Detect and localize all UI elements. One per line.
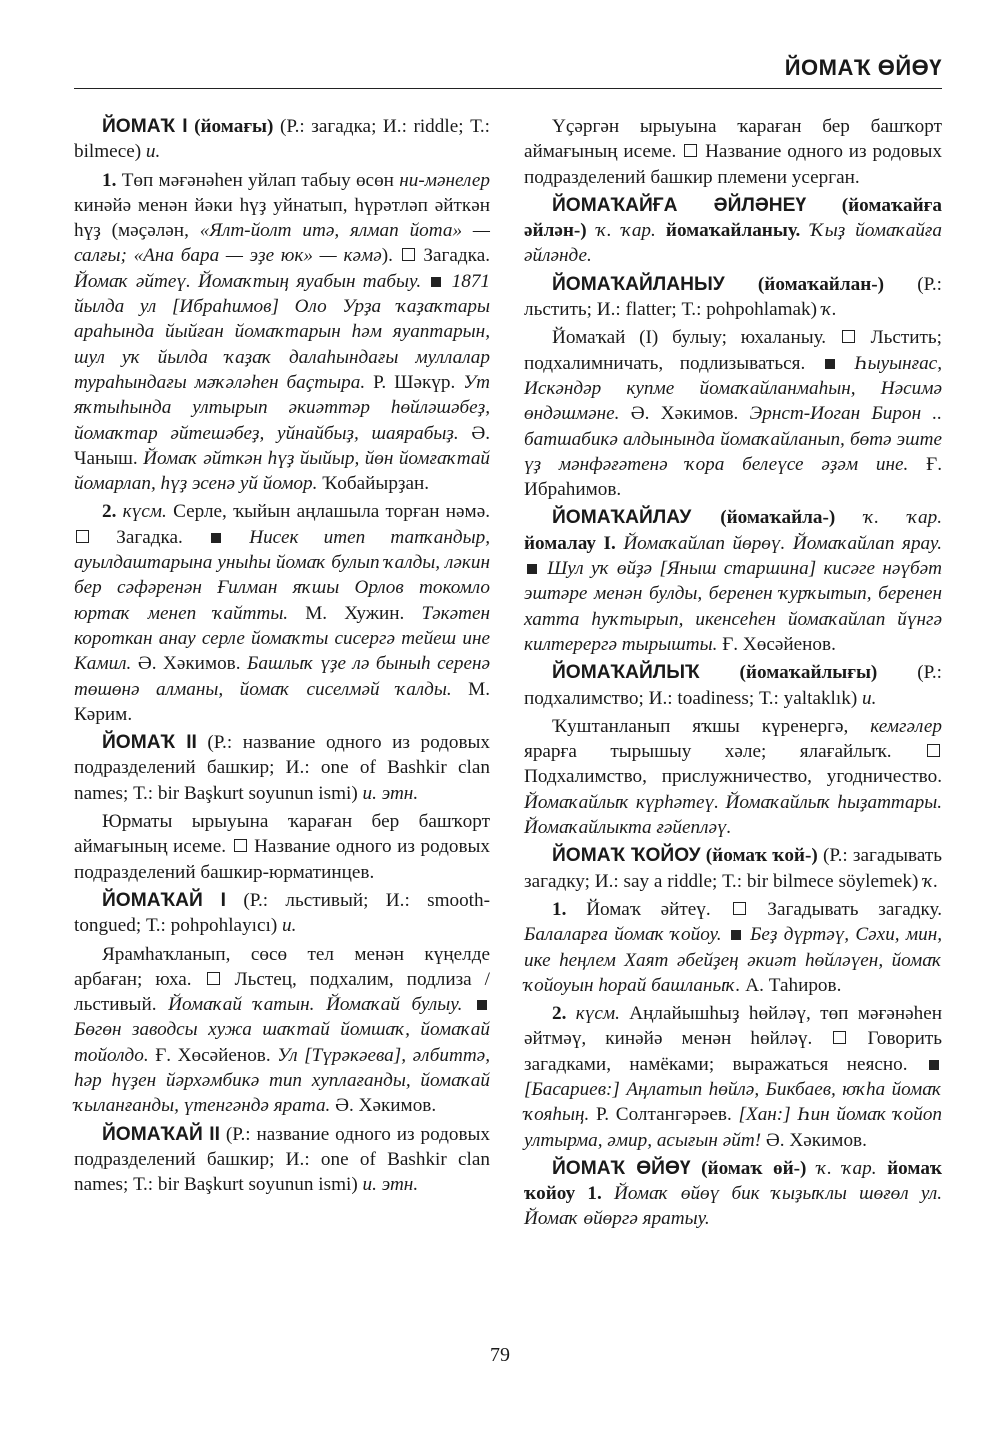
open-square-icon	[842, 330, 855, 343]
entry-definition	[74, 942, 490, 1119]
cross-reference: йомаҡайланыу.	[665, 220, 801, 242]
quotation: Ул [Түрәкәева], әлбиттә, һәр һүҙен йәрхәмбикә тип хуплағанды, йомаҡай ҡыланғанды, үтенгәндә ярата.	[74, 1044, 490, 1117]
russian-equivalent: Подхалимство, прислужничество, угодничество.	[524, 766, 942, 788]
usage-label: ҡ. ҡар.	[864, 507, 942, 529]
sense-1	[74, 168, 490, 497]
quotation-author: М. Хужин.	[305, 602, 405, 624]
headword: ЙОМАҠ ӨЙӨҮ	[552, 1157, 691, 1179]
quotation: Йомаҡ әйткән һүҙ йыйыр, йөн йомғаҡтай йомарлап, һүҙ эсенә уй йомор.	[74, 447, 491, 495]
headword: ЙОМАҠАЙ II	[102, 1123, 220, 1145]
sense-2	[74, 499, 490, 727]
headword: ЙОМАҠАЙҒА ӘЙЛӘНЕҮ	[552, 194, 807, 216]
grammar-form: (йомаҡайлығы)	[739, 662, 878, 684]
russian-equivalent: Название одного из родовых подразделений башкир-юрматинцев.	[74, 836, 491, 883]
sense-1	[524, 897, 942, 998]
quotation-author: Ә. Хәкимов.	[335, 1095, 437, 1117]
headword: ЙОМАҠАЙ I	[102, 889, 226, 911]
open-square-icon	[733, 902, 746, 915]
russian-equivalent: Льстить; подхалимничать, подлизываться.	[524, 327, 943, 374]
translations: (Р.: льстивый; И.: smooth-tongued; Т.: pohpohlayıcı)	[74, 889, 490, 937]
open-square-icon	[207, 972, 220, 985]
sense-number: 2.	[102, 501, 117, 523]
filled-square-icon	[211, 533, 221, 543]
quotation-author: Ғ. Ибраһимов.	[524, 453, 942, 501]
filled-square-icon	[431, 277, 441, 287]
entry-yomakailau	[524, 505, 942, 657]
definition: Үҫәргән ырыуына ҡараған бер башҡорт аймағының исеме.	[524, 116, 942, 163]
definition: Төп мәғәнәһен уйлап табыу өсөн	[121, 169, 394, 191]
quotation: Ут яҡтыһында ултырып әкиәттәр һөйләшәбеҙ, йомаҡтар әйтешәбеҙ, уйнайбыҙ, шаярабыҙ.	[74, 371, 491, 444]
quotation-author: Р. Шәкүр.	[373, 371, 456, 393]
quotation-author: А. Таһиров.	[745, 974, 842, 996]
headword: ЙОМАҠ II	[102, 732, 197, 754]
headword: ЙОМАҠ I	[102, 116, 188, 137]
definition: Аңлайышһыҙ һөйләү, төп мәғәнәһен әйтмәү, кинәйә менән һөйләү.	[524, 1003, 943, 1050]
collocations: Йомаҡ әйтеү. Йомаҡтың яуабын табыу.	[74, 270, 422, 292]
headword: ЙОМАҠ ҠОЙОУ	[552, 845, 701, 867]
translations: (Р.: льстить; И.: flatter; Т.: pohpohlamak)	[524, 273, 943, 321]
entry-yomak-koyou	[524, 843, 942, 894]
page-number: 79	[490, 1344, 510, 1366]
translations: (Р.: название одного из родовых подразделений башкир; И.: one of Bashkir clan names; Т.: bir Başkurt soyunun ismi)	[74, 1123, 491, 1196]
quotation: Һыуынғас, Искәндәр купме йомаҡайланмаһын, Нәсимә өндәшмәне.	[524, 352, 942, 425]
definition: Серле, ҡыйын аңлашыла торған нәмә.	[173, 501, 491, 523]
quotation-author: Ә. Хәкимов.	[765, 1129, 867, 1151]
entry-definition	[524, 714, 942, 840]
part-of-speech: и.	[862, 687, 877, 709]
definition: Юрматы ырыуына ҡараған бер башҡорт аймағының исеме.	[74, 811, 490, 858]
entry-yomak-2	[74, 730, 490, 806]
russian-equivalent: Загадка.	[116, 526, 183, 548]
example: Балаларға йомаҡ ҡойоу.	[524, 924, 722, 946]
russian-equivalent: Название одного из родовых подразделений башкир племени усерган.	[524, 141, 943, 188]
collocations: Йомаҡайлап йөрөү. Йомаҡайлап ярау.	[623, 532, 942, 554]
quotation-author: Ә. Хәкимов.	[137, 653, 241, 675]
entry-yomak-oiou	[524, 1156, 942, 1232]
translations: (Р.: загадывать загадку; И.: say a riddle; Т.: bir bilmece söylemek)	[524, 845, 943, 892]
open-square-icon	[927, 744, 940, 757]
russian-equivalent: Льстец, подхалим, подлиза / льстивый.	[74, 968, 490, 1016]
russian-equivalent: Загадывать загадку.	[767, 898, 943, 920]
definition: Йомаҡай (I) булыу; юхаланыу.	[552, 327, 827, 349]
right-column	[524, 114, 942, 1235]
collocations: Йомаҡайлыҡ күрһәтеү. Йомаҡайлыҡ һыҙаттары. Йомаҡайлыкта ғәйепләү.	[524, 791, 942, 839]
headword: ЙОМАҠАЙЛАУ	[552, 507, 692, 529]
entry-definition	[524, 114, 942, 190]
quotation: Беҙ дүртәү, Сәхи, мин, ике һеңлем Хаят әбейҙең әкиәт һөйләүен, йомаҡ ҡойоуын һорай башланыҡ.	[524, 924, 943, 996]
part-of-speech: ҡ.	[821, 299, 837, 321]
grammar-form: (йомаҡайла-)	[720, 507, 836, 529]
part-of-speech: и. этн.	[362, 782, 419, 804]
part-of-speech: и. этн.	[362, 1174, 419, 1196]
russian-equivalent: Говорить загадками, намёками; выражаться неясно.	[524, 1028, 943, 1075]
filled-square-icon	[731, 930, 741, 940]
entry-yomakailanyu	[524, 272, 942, 323]
definition-italic: ни-мәнелер	[399, 169, 491, 191]
open-square-icon	[684, 144, 697, 157]
headword: ЙОМАҠАЙЛАНЫУ	[552, 273, 725, 295]
quotation: Бөгөн заводсы хужа шаҡтай йомшаҡ, йомаҡай тойолдо.	[74, 1019, 490, 1066]
left-column	[74, 114, 490, 1200]
filled-square-icon	[825, 359, 835, 369]
translations: (Р.: название одного из родовых подразделений башкир; И.: one of Bashkir clan names; Т.: bir Başkurt soyunun ismi)	[74, 732, 491, 804]
quotation: Эрнст-Иоган Бирон .. батшабикә алдынында йомаҡайланып, бөтә эште үҙ мәнфәғәтенә ҡора белеүсе әҙәм ине.	[524, 403, 943, 475]
quotation: Башлыҡ үҙе лә быныһ серенә төшөнә алманы, йомаҡ сиселмәй ҡалды.	[74, 653, 491, 700]
quotation: Нисек итеп тапҡандыр, ауылдаштарына уныһы йомаҡ булып ҡалды, ләкин бер сәфәренән Ғилман яҡшы Орлов токомло юртаҡ менеп ҡайтты.	[74, 526, 491, 624]
quotation-author: Ғ. Хөсәйенов.	[155, 1044, 271, 1066]
sense-number: 1.	[102, 169, 117, 191]
quotation: Тәкәтен короткан анау серле йомаҡты сисергә тейеш ине Камил.	[74, 602, 491, 675]
grammar-form: (йомаҡ өй-)	[701, 1157, 807, 1179]
quotation: 1871 йылда ул [Ибраһимов] Оло Урҙа ҡаҙаҡтары араһында йыйған йомаҡтарын һәм яуаптарын, шул уҡ йылда ҡаҙаҡ далаһындағы муллалар тураһындағы мәҡәләһен баҫтыра.	[74, 270, 490, 393]
entry-yomakaiga-eilaneu	[524, 193, 942, 269]
definition: кинәйә менән йәки һүҙ уйнатып, һүрәтләп әйткән һүҙ (мәҫәлән,	[74, 194, 490, 242]
quotation: Шул уҡ өйҙә [Яныш старшина] кисәге нәүбәт эштәре менән булды, беренен ҡурҡытып, беренен хатта һуҡтырып, икенсеһен йомаҡайлап йүнгә килтерергә тырышты.	[524, 558, 942, 655]
definition: ярарға тырышыу хәле; ялағайлыҡ.	[524, 741, 892, 763]
entry-yomak-1	[74, 114, 490, 165]
part-of-speech: и.	[145, 141, 161, 163]
grammar-form: (йомаҡ ҡой-)	[705, 845, 818, 867]
cross-reference: йомаҡ ҡойоу 1.	[524, 1157, 943, 1205]
quotation-author: Ә. Чаныш.	[74, 422, 490, 469]
entry-definition	[524, 325, 942, 502]
translations: (Р.: загадка; И.: riddle; Т.: bilmece)	[74, 116, 491, 163]
entry-yomakai-1	[74, 888, 490, 939]
sense-number: 2.	[552, 1003, 567, 1025]
usage-label: күсм.	[575, 1003, 620, 1025]
quotation: [Хан:] Һин йомаҡ ҡойоп ултырма, әмир, асығын әйт!	[524, 1104, 943, 1151]
grammar-form: (йомаҡайлан-)	[757, 273, 885, 295]
filled-square-icon	[477, 1000, 487, 1010]
open-square-icon	[76, 530, 89, 543]
open-square-icon	[402, 248, 415, 261]
usage-label: күсм.	[122, 501, 167, 523]
running-head: ЙОМАҠ ӨЙӨҮ	[74, 52, 942, 89]
definition: ).	[381, 245, 393, 267]
part-of-speech: ҡ.	[923, 870, 939, 892]
headword: ЙОМАҠАЙЛЫҠ	[552, 662, 700, 684]
sense-number: 1.	[552, 898, 567, 920]
usage-label: ҡ. ҡар.	[596, 220, 656, 242]
open-square-icon	[833, 1031, 846, 1044]
quotation-author: Ҡобайырҙан.	[322, 473, 430, 495]
usage-label: ҡ. ҡар.	[816, 1157, 877, 1179]
example: Ҡыҙ йомаҡайға әйләнде.	[524, 220, 942, 267]
entry-definition	[74, 809, 490, 885]
example: Йомаҡ өйөү бик ҡыҙыҡлы шөғөл ул. Йомаҡ өйөргә яратыу.	[524, 1183, 943, 1230]
cross-reference: йомалау I.	[524, 532, 616, 554]
quotation-author: Ғ. Хөсәйенов.	[722, 633, 836, 655]
filled-square-icon	[929, 1060, 939, 1070]
example: «Ялт-йолт итә, ялмап йота» — салғы; «Ана бара — эҙе юк» — кәмә	[74, 220, 490, 267]
part-of-speech: и.	[282, 915, 297, 937]
grammar-form: (йомағы)	[194, 116, 274, 137]
entry-yomakailyk	[524, 660, 942, 711]
grammar-form: (йомаҡайға әйлән-)	[524, 194, 942, 242]
definition: Ҡуштанланып яҡшы күренергә,	[552, 715, 849, 737]
translations: (Р.: подхалимство; И.: toadiness; Т.: yaltaklık)	[524, 662, 942, 709]
open-square-icon	[234, 839, 247, 852]
definition-italic: кемгәлер	[870, 715, 942, 737]
quotation: [Басариев:] Аңлатып һөйлә, Бикбаев, юҡһа йомаҡ ҡояһың.	[524, 1078, 942, 1126]
definition: Йомаҡ әйтеү.	[586, 898, 711, 920]
quotation-author: Р. Солтангәрәев.	[596, 1104, 732, 1126]
entry-yomakai-2	[74, 1122, 490, 1198]
sense-2	[524, 1001, 942, 1153]
quotation-author: Ә. Хәкимов.	[630, 403, 739, 425]
filled-square-icon	[527, 564, 537, 574]
collocations: Йомаҡай ҡатын. Йомаҡай булыу.	[168, 994, 463, 1016]
quotation-author: М. Кәрим.	[74, 678, 490, 725]
definition: Ярамһаҡланып, сөсө тел менән күңелде арбаған; юха.	[74, 943, 490, 990]
russian-equivalent: Загадка.	[423, 245, 491, 267]
